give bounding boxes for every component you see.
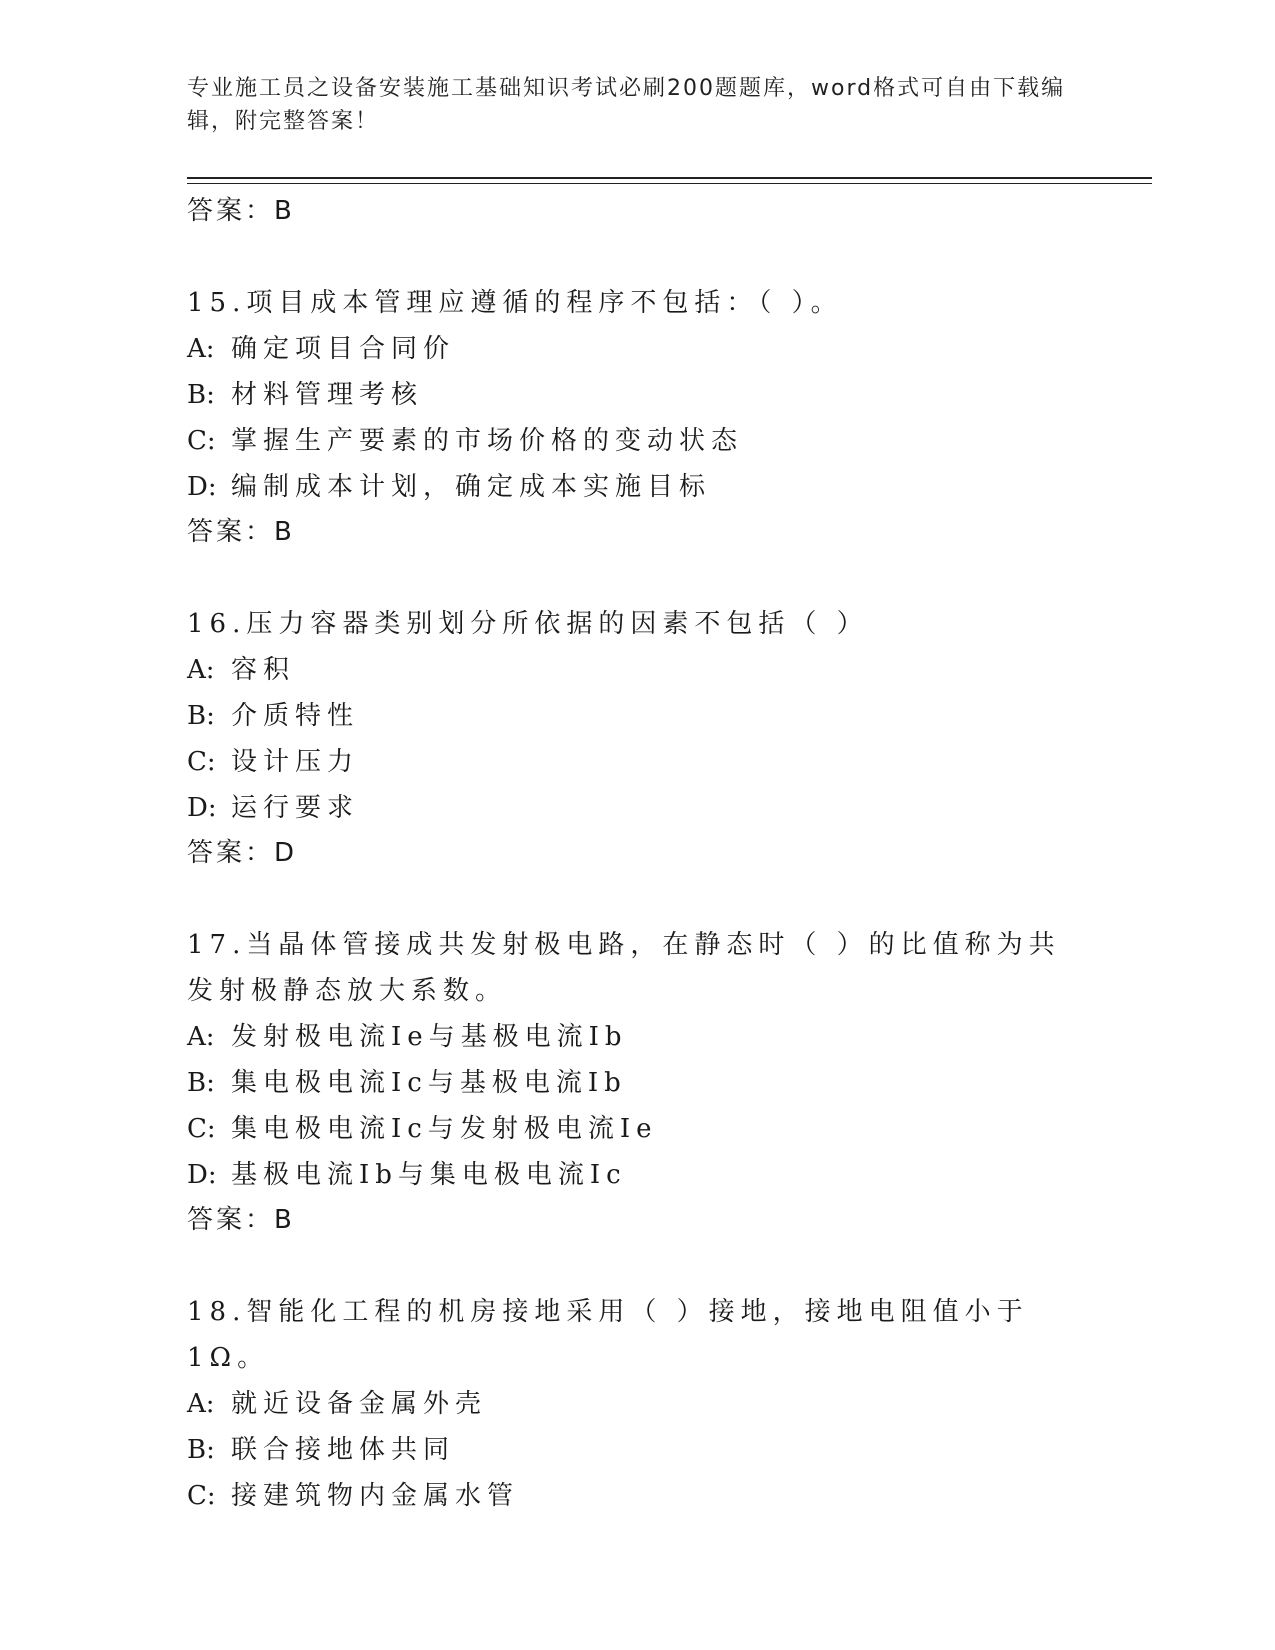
question-item <box>187 1289 1147 1519</box>
option-key: B: <box>187 701 215 731</box>
option-key: D: <box>187 1160 217 1190</box>
option-key: D: <box>187 472 217 502</box>
option-text: 掌握生产要素的市场价格的变动状态 <box>231 426 744 456</box>
question-item <box>187 601 1147 875</box>
option-item <box>187 739 1147 785</box>
question-list <box>187 189 1147 1519</box>
option-item <box>187 1106 1147 1152</box>
option-key: A: <box>187 334 215 364</box>
header-divider-thick <box>187 177 1152 179</box>
option-item <box>187 418 1147 464</box>
option-item <box>187 1473 1147 1519</box>
option-item <box>187 693 1147 739</box>
option-item <box>187 464 1147 510</box>
option-text: 联合接地体共同 <box>231 1435 456 1465</box>
answer-line: 答案：B <box>187 517 295 547</box>
option-text: 集电极电流Ic与基极电流Ib <box>231 1068 627 1098</box>
document-header: 专业施工员之设备安装施工基础知识考试必刷200题题库，word格式可自由下载编辑，附完整答案！ <box>187 76 1066 134</box>
option-key: C: <box>187 747 216 777</box>
option-item <box>187 1014 1147 1060</box>
option-key: B: <box>187 380 215 410</box>
option-key: A: <box>187 1389 215 1419</box>
question-item <box>187 922 1147 1242</box>
option-key: D: <box>187 793 217 823</box>
option-text: 设计压力 <box>231 747 360 777</box>
option-text: 接建筑物内金属水管 <box>231 1481 520 1511</box>
question-stem: 18.智能化工程的机房接地采用（ ）接地，接地电阻值小于1Ω。 <box>187 1297 1029 1373</box>
option-text: 就近设备金属外壳 <box>231 1389 488 1419</box>
option-item <box>187 1152 1147 1198</box>
option-key: C: <box>187 1481 216 1511</box>
header-divider-thin <box>187 183 1152 184</box>
answer-line: 答案：B <box>187 196 295 226</box>
option-text: 容积 <box>231 655 296 685</box>
option-key: C: <box>187 426 216 456</box>
option-item <box>187 1060 1147 1106</box>
option-text: 发射极电流Ie与基极电流Ib <box>231 1022 628 1052</box>
option-text: 编制成本计划，确定成本实施目标 <box>231 472 712 502</box>
option-text: 基极电流Ib与集电极电流Ic <box>231 1160 627 1190</box>
option-text: 材料管理考核 <box>231 380 424 410</box>
option-item <box>187 785 1147 831</box>
option-key: A: <box>187 1022 215 1052</box>
question-stem: 16.压力容器类别划分所依据的因素不包括（ ） <box>187 609 869 639</box>
option-text: 集电极电流Ic与发射极电流Ie <box>231 1114 658 1144</box>
option-key: B: <box>187 1068 215 1098</box>
option-item <box>187 1381 1147 1427</box>
question-stem: 15.项目成本管理应遵循的程序不包括：（ ）。 <box>187 288 843 318</box>
option-item <box>187 326 1147 372</box>
option-key: C: <box>187 1114 216 1144</box>
option-item <box>187 1427 1147 1473</box>
answer-line: 答案：D <box>187 838 298 868</box>
option-item <box>187 372 1147 418</box>
question-stem: 17.当晶体管接成共发射极电路，在静态时（ ）的比值称为共发射极静态放大系数。 <box>187 930 1061 1006</box>
option-text: 介质特性 <box>231 701 360 731</box>
question-item <box>187 280 1147 554</box>
option-text: 运行要求 <box>231 793 360 823</box>
option-key: B: <box>187 1435 215 1465</box>
option-item <box>187 647 1147 693</box>
option-text: 确定项目合同价 <box>231 334 456 364</box>
option-key: A: <box>187 655 215 685</box>
answer-line: 答案：B <box>187 1205 295 1235</box>
